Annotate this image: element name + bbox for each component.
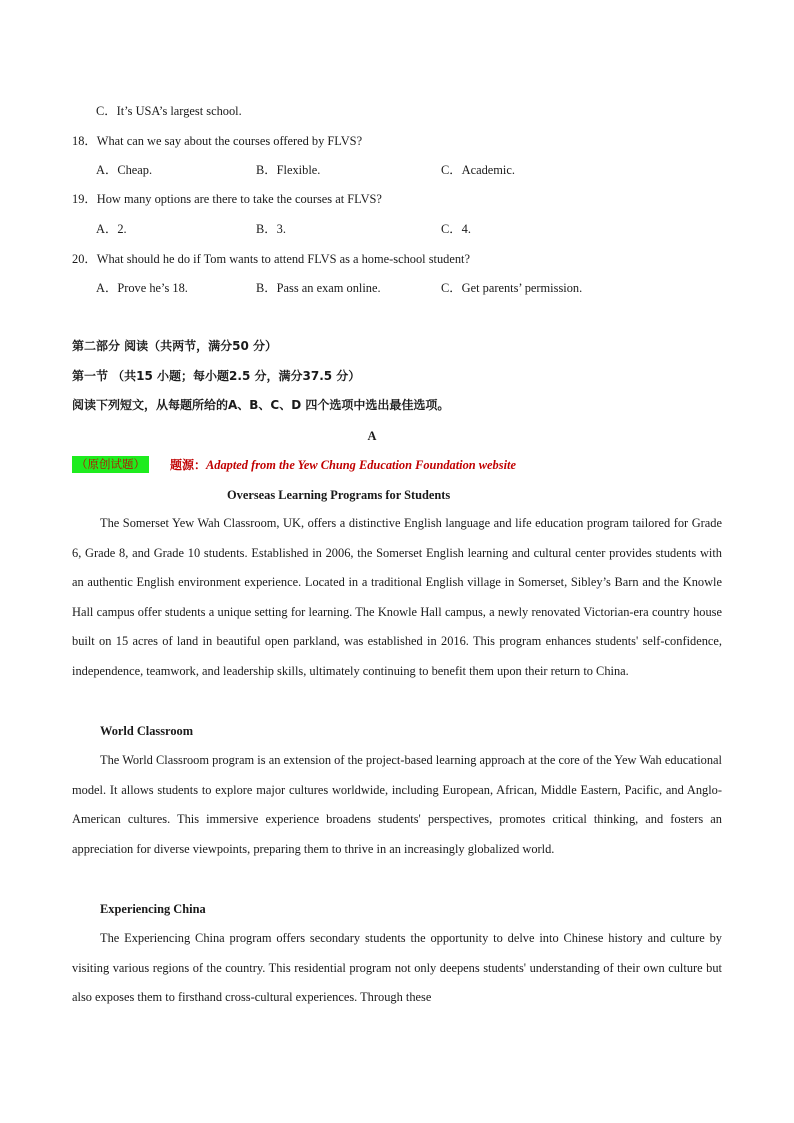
source-line (170, 457, 516, 473)
original-question-tag: （原创试题） (72, 456, 149, 473)
paragraph-3 (72, 924, 722, 1013)
section-subtitle: 第一节 （共15 小题；每小题2.5 分，满分37.5 分） (72, 369, 361, 383)
q19-stem: 19．How many options are there to take the courses at FLVS? (72, 192, 382, 206)
section-instruction: 阅读下列短文，从每题所给的A、B、C、D 四个选项中选出最佳选项。 (72, 398, 450, 412)
paragraph-1-text: The Somerset Yew Wah Classroom, UK, offers a distinctive English language and life education program tailored for Grade 6, Grade 8, and Grade 10 students. Established in 2006, the Somerset English learning and cultural center provides students with an authentic English environment experience. Located in a traditional English village in Somerset, Sibley’s Barn and the Knowle Hall campus offer students a unique setting for learning. The Knowle Hall campus, a newly renovated Victorian-era country house built on 15 acres of land in beautiful open parkland, was established in 2016. This program enhances students' self-confidence, independence, teamwork, and leadership skills, ultimately continuing to benefit them upon their return to China. (72, 516, 722, 678)
q20-stem: 20．What should he do if Tom wants to attend FLVS as a home-school student? (72, 252, 470, 266)
paragraph-2-text: The World Classroom program is an extension of the project-based learning approach at the core of the Yew Wah educational model. It allows students to explore major cultures worldwide, including European, African, Middle Eastern, Pacific, and Anglo-American cultures. This immersive experience broadens students' perspectives, promotes critical thinking, and fosters an appreciation for diverse viewpoints, preparing them to thrive in an increasingly globalized world. (72, 753, 722, 856)
heading-world-classroom: World Classroom (100, 724, 194, 738)
q19-option-a: A．2. (96, 222, 127, 236)
heading-experiencing-china: Experiencing China (100, 902, 206, 916)
q18-stem: 18．What can we say about the courses offered by FLVS? (72, 134, 363, 148)
passage-letter: A (367, 429, 377, 443)
part-title: 第二部分 阅读（共两节，满分50 分） (72, 339, 278, 353)
source-text: Adapted from the Yew Chung Education Foundation website (206, 458, 516, 472)
q20-option-a: A．Prove he’s 18. (96, 281, 188, 295)
q18-option-c: C．Academic. (441, 163, 515, 177)
q19-option-c: C．4. (441, 222, 471, 236)
paragraph-3-text: The Experiencing China program offers secondary students the opportunity to delve into Chinese history and culture by visiting various regions of the country. This residential program not only deepens students' understanding of their own culture but also exposes them to firsthand cross-cultural experiences. Through these (72, 931, 722, 1005)
source-label: 题源： (170, 458, 207, 472)
q17-option-c: C．It’s USA’s largest school. (96, 104, 242, 118)
q18-option-b: B．Flexible. (256, 163, 321, 177)
q18-option-a: A．Cheap. (96, 163, 153, 177)
paragraph-1 (72, 509, 722, 687)
q20-option-b: B．Pass an exam online. (256, 281, 381, 295)
passage-title: Overseas Learning Programs for Students (227, 488, 451, 502)
q20-option-c: C．Get parents’ permission. (441, 281, 583, 295)
paragraph-2 (72, 746, 722, 864)
q19-option-b: B．3. (256, 222, 286, 236)
